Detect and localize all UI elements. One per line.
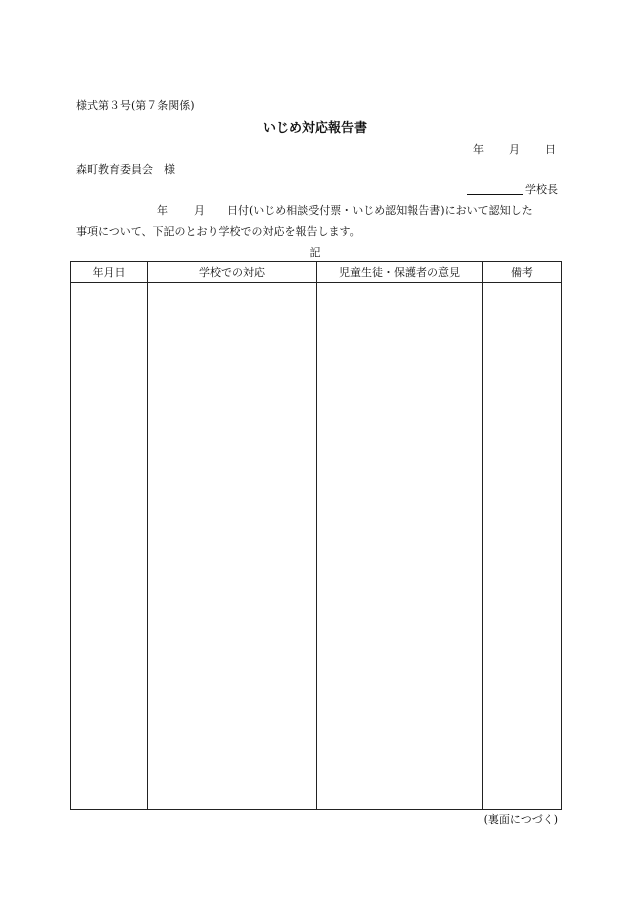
header-student-guardian-opinion: 児童生徒・保護者の意見: [317, 262, 483, 283]
cell-school-response[interactable]: [148, 283, 317, 810]
continued-note: (裏面につづく): [483, 813, 558, 826]
response-record-table: [70, 261, 562, 810]
header-date: 年月日: [71, 262, 148, 283]
cell-student-guardian-opinion[interactable]: [317, 283, 483, 810]
school-name-blank: [467, 186, 523, 195]
body-year-label: 年: [157, 204, 168, 217]
table-header-row: [71, 262, 562, 283]
report-date-line: [473, 144, 557, 155]
body-line-2: 事項について、下記のとおり学校での対応を報告します。: [76, 225, 361, 238]
header-school-response: 学校での対応: [148, 262, 317, 283]
body-line-1: [157, 205, 533, 216]
body-line1-text: 日付(いじめ相談受付票・いじめ認知報告書)において認知した: [227, 204, 533, 217]
principal-signature-line: [462, 184, 558, 195]
addressee: 森町教育委員会 様: [76, 163, 175, 176]
ki-heading: 記: [309, 246, 321, 259]
body-month-label: 月: [194, 204, 205, 217]
header-remarks: 備考: [483, 262, 562, 283]
date-month-label: 月: [509, 143, 520, 156]
cell-date[interactable]: [71, 283, 148, 810]
cell-remarks[interactable]: [483, 283, 562, 810]
document-title: いじめ対応報告書: [262, 121, 367, 136]
date-day-label: 日: [545, 143, 556, 156]
principal-suffix: 学校長: [525, 183, 558, 196]
table-row: [71, 283, 562, 810]
date-year-label: 年: [473, 143, 484, 156]
form-number: 様式第３号(第７条関係): [76, 99, 195, 112]
